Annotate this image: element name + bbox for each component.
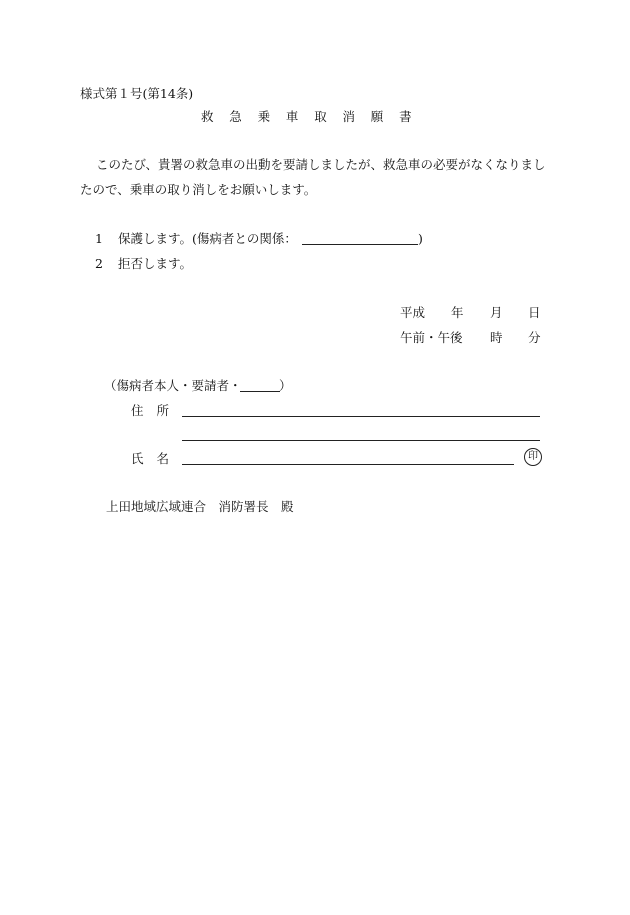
relationship-blank[interactable] [302,244,418,245]
time-hour-label: 時 [490,330,503,345]
address-line-2[interactable] [182,440,540,441]
option-2-text: 拒否します。 [118,256,193,271]
applicant-type-prefix: （傷病者本人・要請者・ [104,378,242,393]
date-year-label: 年 [451,305,464,320]
address-label: 住所 [131,403,183,418]
option-1-text: 保護します。(傷病者との関係： [118,231,297,246]
applicant-other-blank[interactable] [240,391,280,392]
body-text-line-1: このたび、貴署の救急車の出動を要請しましたが、救急車の必要がなくなりまし [96,157,546,172]
form-number: 様式第１号(第14条) [80,86,194,101]
body-text-line-2: たので、乗車の取り消しをお願いします。 [80,182,317,197]
address-line-1[interactable] [182,416,540,417]
applicant-type-suffix: ） [279,378,292,393]
name-line[interactable] [182,464,514,465]
form-title: 救急乗車取消願書 [201,109,428,124]
addressee: 上田地域広域連合 消防署長 殿 [106,499,294,514]
option-2-number: 2 [95,256,103,271]
time-minute-label: 分 [528,330,541,345]
seal-mark: 印 [524,448,542,466]
name-label: 氏名 [131,451,183,466]
date-month-label: 月 [490,305,503,320]
date-era: 平成 [400,305,426,320]
option-1-number: 1 [95,231,103,246]
time-ampm: 午前・午後 [400,330,463,345]
date-day-label: 日 [528,305,541,320]
option-1-close-paren: ) [418,231,423,246]
